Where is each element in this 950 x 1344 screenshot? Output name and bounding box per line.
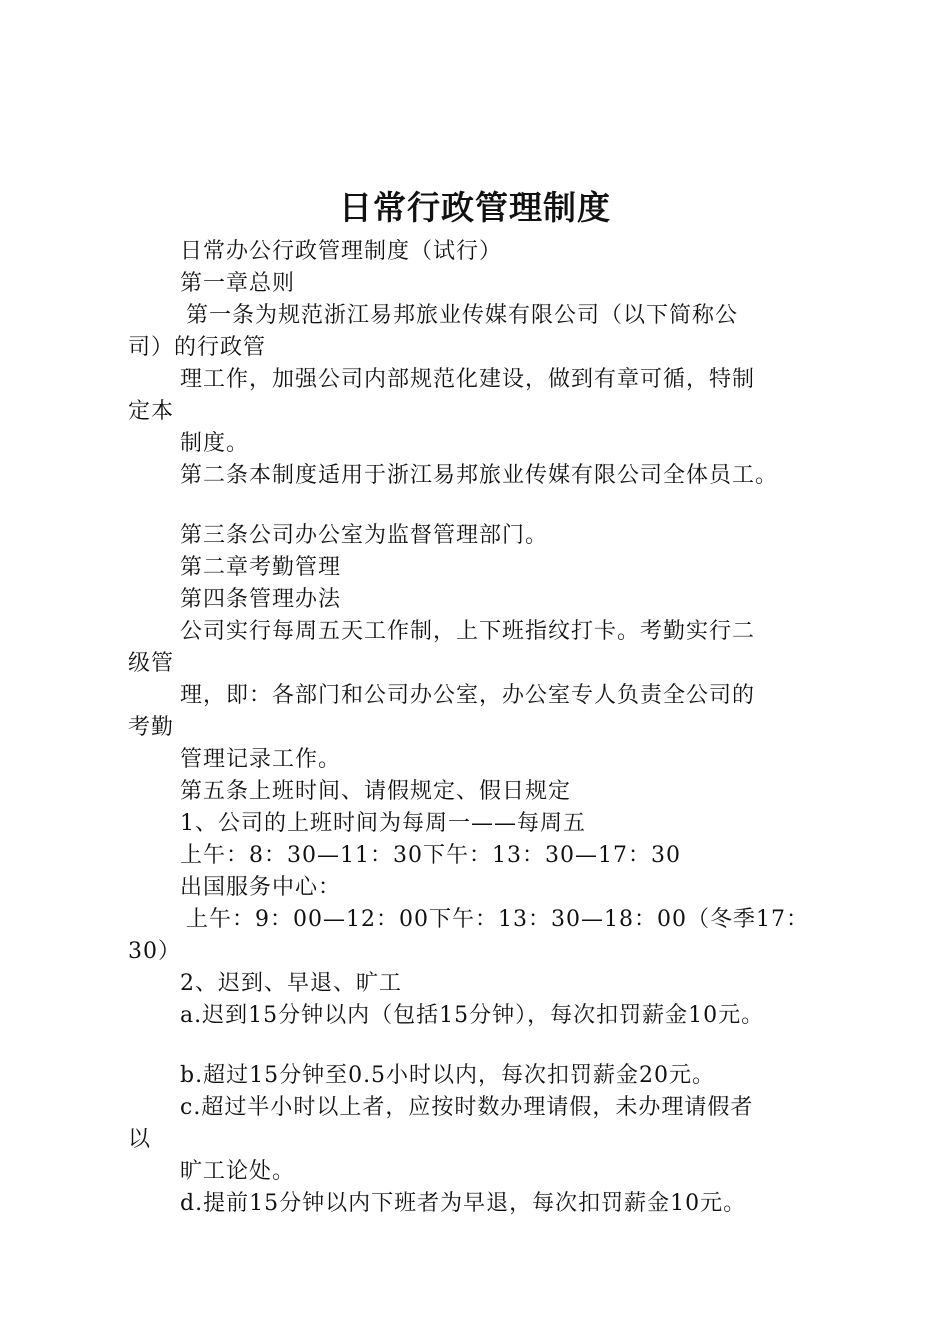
text-line: 第二章考勤管理 bbox=[180, 555, 342, 580]
text-line: 日常办公行政管理制度（试行） bbox=[180, 239, 503, 264]
text-line: 级管 bbox=[128, 651, 175, 676]
text-line: 第四条管理办法 bbox=[180, 587, 342, 612]
text-line: 第一条为规范浙江易邦旅业传媒有限公司（以下简称公 bbox=[186, 303, 739, 328]
text-line: b.超过15分钟至0.5小时以内，每次扣罚薪金20元。 bbox=[180, 1063, 716, 1088]
text-line: 第一章总则 bbox=[180, 271, 296, 296]
text-line: 理工作，加强公司内部规范化建设，做到有章可循，特制 bbox=[180, 367, 756, 392]
text-line: 2、迟到、早退、旷工 bbox=[180, 971, 402, 996]
text-line: a.迟到15分钟以内（包括15分钟），每次扣罚薪金10元。 bbox=[180, 1003, 765, 1028]
text-line: 以 bbox=[128, 1127, 152, 1152]
text-line: 上午：9：00—12：00下午：13：30—18：00（冬季17： bbox=[186, 907, 809, 932]
text-line: c.超过半小时以上者，应按时数办理请假，未办理请假者 bbox=[180, 1095, 754, 1120]
text-line: 考勤 bbox=[128, 715, 175, 740]
text-line: 司）的行政管 bbox=[128, 335, 267, 360]
text-line: 理，即：各部门和公司办公室，办公室专人负责全公司的 bbox=[180, 683, 756, 708]
blank-line bbox=[128, 492, 840, 520]
text-line: 出国服务中心： bbox=[180, 875, 342, 900]
text-line: 公司实行每周五天工作制，上下班指纹打卡。考勤实行二 bbox=[180, 619, 756, 644]
text-line: 第三条公司办公室为监督管理部门。 bbox=[180, 523, 549, 548]
blank-line bbox=[128, 1032, 840, 1060]
document-title: 日常行政管理制度 bbox=[339, 188, 611, 227]
text-line: d.提前15分钟以内下班者为早退，每次扣罚薪金10元。 bbox=[180, 1191, 747, 1216]
text-line: 1、公司的上班时间为每周一——每周五 bbox=[180, 811, 586, 836]
text-line: 管理记录工作。 bbox=[180, 747, 342, 772]
text-line: 第二条本制度适用于浙江易邦旅业传媒有限公司全体员工。 bbox=[180, 463, 779, 488]
text-line: 定本 bbox=[128, 399, 175, 424]
document-body bbox=[128, 236, 840, 1220]
text-line: 30） bbox=[128, 939, 181, 964]
text-line: 上午：8：30—11：30下午：13：30—17：30 bbox=[180, 843, 681, 868]
text-line: 第五条上班时间、请假规定、假日规定 bbox=[180, 779, 572, 804]
text-line: 制度。 bbox=[180, 431, 250, 456]
text-line: 旷工论处。 bbox=[180, 1159, 296, 1184]
